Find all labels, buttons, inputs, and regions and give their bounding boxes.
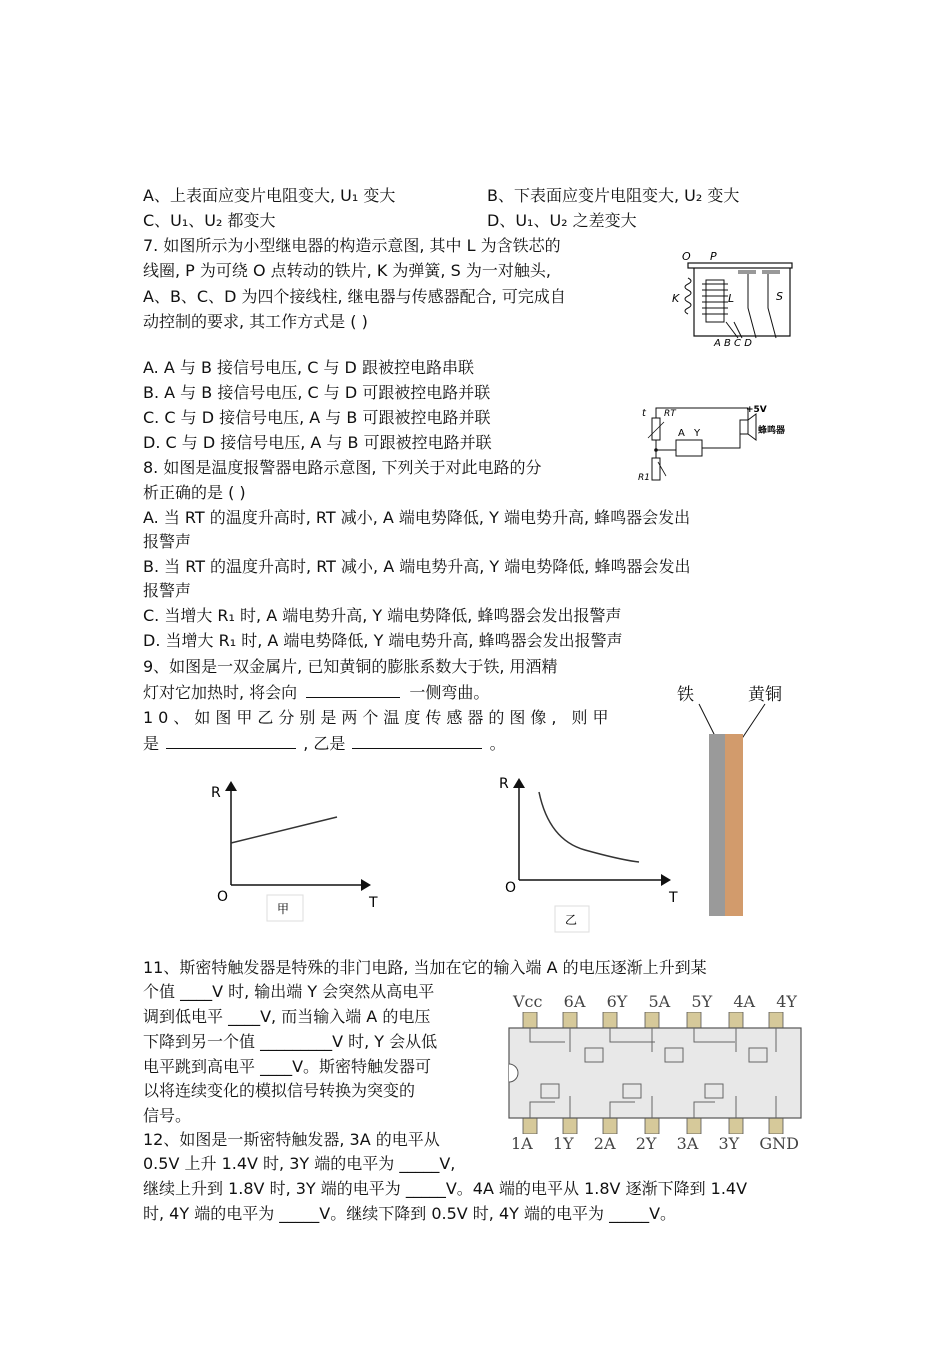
circuit-label-r1: R1 [638,473,650,483]
label-brass: 黄铜 [748,685,782,705]
q11-line3: 调到低电平 ____V, 而当输入端 A 的电压 [143,1007,431,1026]
q7-stem-line4: 动控制的要求, 其工作方式是 ( ) [143,312,368,331]
q8-option-c: C. 当增大 R₁ 时, A 端电势升高, Y 端电势降低, 蜂鸣器会发出报警声 [143,606,622,625]
q9-answer-blank[interactable] [306,681,400,698]
q11-line5: 电平跳到高电平 ____V。斯密特触发器可 [143,1057,432,1076]
q9-line2-post: 一侧弯曲。 [409,683,490,702]
q7-option-a: A. A 与 B 接信号电压, C 与 D 跟被控电路串联 [143,358,474,377]
label-iron: 铁 [677,685,694,705]
q12-line1: 12、如图是一斯密特触发器, 3A 的电平从 [143,1130,440,1149]
graph-jia-xlabel: T [369,895,378,911]
chip-pin-top-5: 5Y [691,992,713,1011]
chip-pin-bottom-1: 1A [511,1134,533,1153]
chip-body [505,1012,805,1134]
chip-pin-bottom-4: 2Y [635,1134,657,1153]
relay-coil-core [706,280,724,322]
alarm-circuit-diagram [636,400,796,490]
q7-option-d: D. C 与 D 接信号电压, A 与 B 可跟被控电路并联 [143,433,492,452]
graph-jia-x-arrow [361,879,371,891]
chip-bottom-labels [505,1134,805,1156]
q11-line2: 个值 ____V 时, 输出端 Y 会突然从高电平 [143,982,435,1001]
chip-pin-top-1: Vcc [513,992,543,1011]
q12-line4: 时, 4Y 端的电平为 _____V。继续下降到 0.5V 时, 4Y 端的电平为 _____V。 [143,1204,677,1223]
q10-line2-mid: , 乙是 [303,734,346,753]
iron-layer [709,734,725,916]
q8-option-a-line1: A. 当 RT 的温度升高时, RT 减小, A 端电势降低, Y 端电势升高, 蜂鸣器会发出 [143,508,691,527]
q7-stem-line3: A、B、C、D 为四个接线柱, 继电器与传感器配合, 可完成自 [143,287,566,306]
relay-spring-k [685,278,691,314]
chip-pin-top-6: 4A [733,992,756,1011]
graph-yi-y-arrow [513,778,525,788]
q12-line2: 0.5V 上升 1.4V 时, 3Y 端的电平为 _____V, [143,1154,456,1173]
relay-iron-strip [688,263,792,268]
q9-line2-pre: 灯对它加热时, 将会向 [143,683,298,702]
resistor-r1 [652,458,660,480]
circuit-label-buzzer: 蜂鸣器 [758,426,786,436]
graph-yi-x-arrow [661,874,671,886]
circuit-label-rt: RT [664,409,676,419]
chip-pin-bottom-6: 3Y [718,1134,740,1153]
chip-pin-bottom-7: GND [759,1134,799,1153]
q10-line1: 10、如图甲乙分别是两个温度传感器的图像, 则甲 [143,708,614,727]
graph-jia-caption: 甲 [277,902,290,916]
chip-pin-top-3: 6Y [606,992,628,1011]
q10-line2-pre: 是 [143,734,160,753]
circuit-wire-y [702,434,740,448]
q12-line3: 继续上升到 1.8V 时, 3Y 端的电平为 _____V。4A 端的电平从 1.8V 逐渐下降到 1.4V [143,1179,748,1198]
schmitt-gate [676,440,702,456]
relay-contact-bar [738,270,756,274]
circuit-wire-a [656,440,676,450]
schmitt-chip-figure [505,992,805,1157]
brass-layer [725,734,743,916]
graph-yi-origin: O [505,880,517,896]
circuit-label-t: t [642,408,646,419]
graph-yi [495,770,695,935]
q6-option-d: D、U₁、U₂ 之差变大 [487,211,637,230]
graph-jia-ylabel: R [211,785,221,801]
relay-leads [726,274,776,338]
chip-pin-bottom-3: 2A [593,1134,616,1153]
relay-label-k: K [672,292,680,305]
q6-option-c: C、U₁、U₂ 都变大 [143,211,276,230]
q8-option-a-line2: 报警声 [143,532,192,551]
chip-pin-bottom-5: 3A [676,1134,699,1153]
relay-label-p: P [710,250,717,263]
q8-option-b-line1: B. 当 RT 的温度升高时, RT 减小, A 端电势升高, Y 端电势降低, 蜂鸣器会发出 [143,557,691,576]
thermistor-rt [652,418,660,440]
relay-terminal-labels: A B C D [714,338,752,348]
q10-line2-post: 。 [489,734,506,753]
chip-pin-top-7: 4Y [776,992,797,1011]
q6-option-b: B、下表面应变片电阻变大, U₂ 变大 [487,186,740,205]
graph-jia-origin: O [217,889,229,905]
q7-stem-line1: 7. 如图所示为小型继电器的构造示意图, 其中 L 为含铁芯的 [143,236,561,255]
q10-answer-blank-jia[interactable] [166,732,296,749]
chip-top-labels [505,992,805,1014]
relay-label-s: S [776,290,783,303]
graph-yi-caption: 乙 [565,913,578,927]
q7-stem-line2: 线圈, P 为可绕 O 点转动的铁片, K 为弹簧, S 为一对触头, [143,261,551,280]
q9-line2 [143,681,489,704]
circuit-label-y: Y [694,428,701,439]
q11-line1: 11、斯密特触发器是特殊的非门电路, 当加在它的输入端 A 的电压逐渐上升到某 [143,958,707,977]
relay-diagram [668,248,798,348]
graph-yi-ylabel: R [499,776,509,792]
graph-jia-y-arrow [225,781,237,791]
circuit-label-5v: +5V [746,405,767,415]
relay-contact-bar-2 [762,270,780,274]
q10-line2 [143,732,506,755]
q7-option-c: C. C 与 D 接信号电压, A 与 B 可跟被控电路并联 [143,408,491,427]
q9-line1: 9、如图是一双金属片, 已知黄铜的膨胀系数大于铁, 用酒精 [143,657,558,676]
q8-stem-line2: 析正确的是 ( ) [143,483,246,502]
q8-stem-line1: 8. 如图是温度报警器电路示意图, 下列关于对此电路的分 [143,458,542,477]
q11-line6: 以将连续变化的模拟信号转换为突变的 [143,1081,416,1100]
graph-yi-curve [539,792,639,862]
q6-option-a: A、上表面应变片电阻变大, U₁ 变大 [143,186,396,205]
q7-option-b: B. A 与 B 接信号电压, C 与 D 可跟被控电路并联 [143,383,491,402]
q8-option-b-line2: 报警声 [143,581,192,600]
chip-pin-top-4: 5A [648,992,671,1011]
relay-label-o: O [682,250,691,263]
q10-answer-blank-yi[interactable] [352,732,482,749]
graph-jia [205,775,385,925]
q11-line7: 信号。 [143,1106,192,1125]
chip-pin-bottom-2: 1Y [552,1134,574,1153]
graph-jia-line [231,817,337,843]
relay-label-l: L [728,292,735,305]
q11-line4: 下降到另一个值 _________V 时, Y 会从低 [143,1032,438,1051]
circuit-label-a: A [678,428,685,439]
graph-yi-xlabel: T [669,890,678,906]
q8-option-d: D. 当增大 R₁ 时, A 端电势降低, Y 端电势升高, 蜂鸣器会发出报警声 [143,631,623,650]
chip-pin-top-2: 6A [563,992,586,1011]
